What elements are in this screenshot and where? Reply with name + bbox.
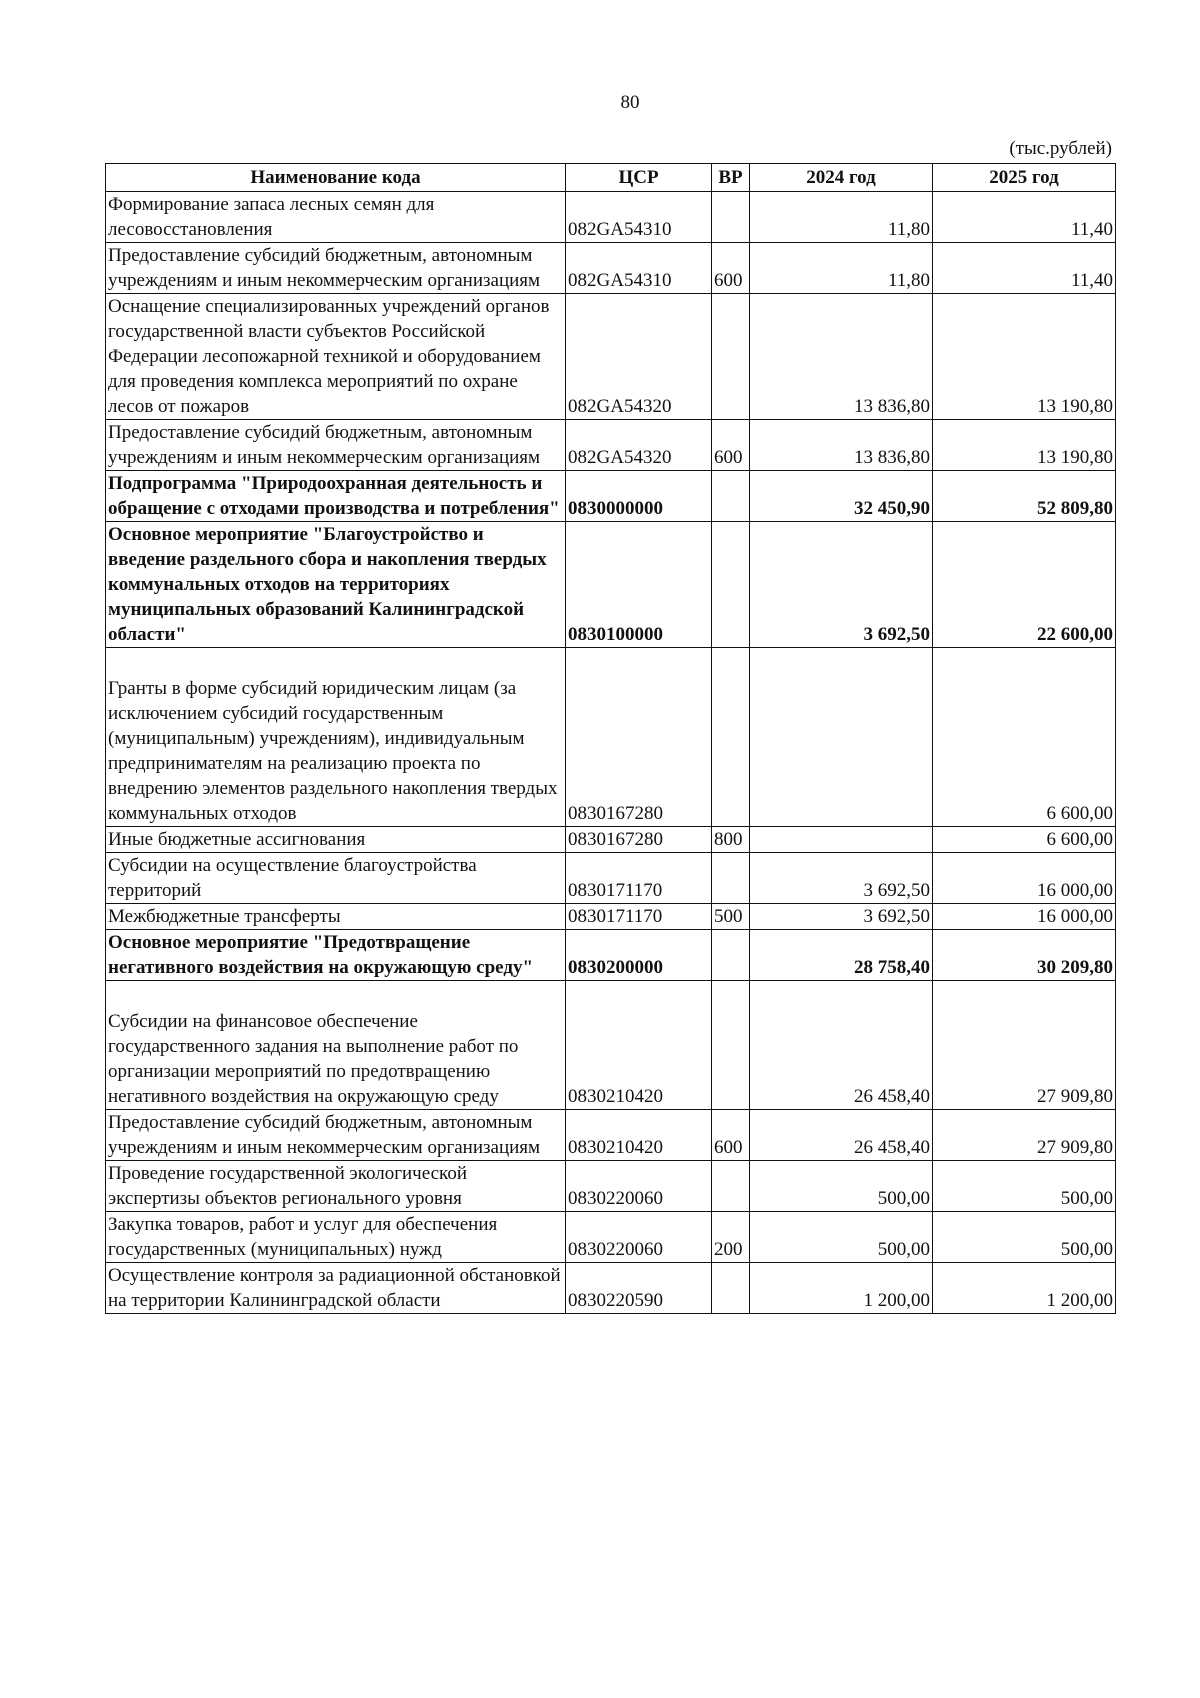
cell-csr: 0830171170: [566, 904, 712, 930]
cell-2024: 28 758,40: [750, 930, 933, 981]
cell-2024: 13 836,80: [750, 294, 933, 420]
cell-name: Иные бюджетные ассигнования: [106, 827, 566, 853]
cell-vr: [712, 981, 750, 1110]
table-row: [106, 522, 1116, 648]
cell-vr: [712, 930, 750, 981]
cell-2024: 1 200,00: [750, 1263, 933, 1314]
header-vr: ВР: [712, 164, 750, 192]
cell-name: Основное мероприятие "Благоустройство и введение раздельного сбора и накопления твердых коммунальных отходов на территориях муниципальных образований Калининградской области": [106, 522, 566, 648]
page-number: 80: [620, 92, 640, 113]
cell-2025: 27 909,80: [933, 981, 1116, 1110]
header-2024: 2024 год: [750, 164, 933, 192]
table-row: [106, 648, 1116, 827]
cell-2025: 16 000,00: [933, 904, 1116, 930]
cell-name: Гранты в форме субсидий юридическим лицам (за исключением субсидий государственным (муниципальным) учреждениям), индивидуальным предпринимателям на реализацию проекта по внедрению элементов раздельного накопления твердых коммунальных отходов: [106, 648, 566, 827]
table-row: [106, 1212, 1116, 1263]
cell-2024: 11,80: [750, 243, 933, 294]
header-csr: ЦСР: [566, 164, 712, 192]
cell-2025: 27 909,80: [933, 1110, 1116, 1161]
table-row: [106, 1161, 1116, 1212]
cell-name: Формирование запаса лесных семян для лесовосстановления: [106, 192, 566, 243]
cell-csr: 0830210420: [566, 1110, 712, 1161]
cell-2025: 30 209,80: [933, 930, 1116, 981]
cell-csr: 0830210420: [566, 981, 712, 1110]
cell-vr: [712, 648, 750, 827]
cell-2025: 500,00: [933, 1212, 1116, 1263]
cell-csr: 0830171170: [566, 853, 712, 904]
cell-name: Предоставление субсидий бюджетным, автономным учреждениям и иным некоммерческим организациям: [106, 243, 566, 294]
cell-2025: 500,00: [933, 1161, 1116, 1212]
cell-vr: 600: [712, 243, 750, 294]
cell-name: Закупка товаров, работ и услуг для обеспечения государственных (муниципальных) нужд: [106, 1212, 566, 1263]
cell-2025: 11,40: [933, 192, 1116, 243]
cell-csr: 082GA54320: [566, 420, 712, 471]
cell-vr: [712, 294, 750, 420]
budget-table: [105, 163, 1116, 1314]
cell-2024: 500,00: [750, 1161, 933, 1212]
table-row: [106, 1110, 1116, 1161]
table-row: [106, 1263, 1116, 1314]
cell-name: Предоставление субсидий бюджетным, автономным учреждениям и иным некоммерческим организациям: [106, 1110, 566, 1161]
table-header-row: [106, 164, 1116, 192]
cell-vr: 600: [712, 420, 750, 471]
cell-name: Оснащение специализированных учреждений органов государственной власти субъектов Российской Федерации лесопожарной техникой и оборудованием для проведения комплекса мероприятий по охране лесов от пожаров: [106, 294, 566, 420]
cell-2025: 13 190,80: [933, 294, 1116, 420]
cell-2024: [750, 827, 933, 853]
cell-vr: [712, 1263, 750, 1314]
table-row: [106, 243, 1116, 294]
table-row: [106, 471, 1116, 522]
units-label: (тыс.рублей): [1009, 138, 1112, 159]
table-row: [106, 420, 1116, 471]
cell-2025: 16 000,00: [933, 853, 1116, 904]
cell-name: Проведение государственной экологической экспертизы объектов регионального уровня: [106, 1161, 566, 1212]
cell-csr: 0830220060: [566, 1212, 712, 1263]
cell-2025: 11,40: [933, 243, 1116, 294]
cell-csr: 082GA54310: [566, 243, 712, 294]
cell-2024: 11,80: [750, 192, 933, 243]
cell-csr: 0830200000: [566, 930, 712, 981]
cell-vr: 800: [712, 827, 750, 853]
cell-2025: 6 600,00: [933, 648, 1116, 827]
cell-2025: 1 200,00: [933, 1263, 1116, 1314]
cell-2025: 22 600,00: [933, 522, 1116, 648]
table-row: [106, 294, 1116, 420]
table-row: [106, 930, 1116, 981]
table-row: [106, 827, 1116, 853]
cell-csr: 082GA54310: [566, 192, 712, 243]
cell-name: Предоставление субсидий бюджетным, автономным учреждениям и иным некоммерческим организациям: [106, 420, 566, 471]
cell-name: Межбюджетные трансферты: [106, 904, 566, 930]
cell-vr: [712, 192, 750, 243]
cell-2024: 500,00: [750, 1212, 933, 1263]
cell-2024: 3 692,50: [750, 853, 933, 904]
cell-2024: 32 450,90: [750, 471, 933, 522]
cell-2024: 13 836,80: [750, 420, 933, 471]
cell-2025: 52 809,80: [933, 471, 1116, 522]
table-row: [106, 981, 1116, 1110]
header-name: Наименование кода: [106, 164, 566, 192]
table-row: [106, 853, 1116, 904]
cell-2024: 26 458,40: [750, 1110, 933, 1161]
cell-csr: 0830100000: [566, 522, 712, 648]
cell-name: Осуществление контроля за радиационной обстановкой на территории Калининградской области: [106, 1263, 566, 1314]
cell-csr: 0830167280: [566, 648, 712, 827]
header-2025: 2025 год: [933, 164, 1116, 192]
cell-2025: 6 600,00: [933, 827, 1116, 853]
cell-name: Субсидии на финансовое обеспечение государственного задания на выполнение работ по организации мероприятий по предотвращению негативного воздействия на окружающую среду: [106, 981, 566, 1110]
cell-csr: 0830220060: [566, 1161, 712, 1212]
table-body: [106, 192, 1116, 1314]
cell-vr: [712, 1161, 750, 1212]
cell-2024: 26 458,40: [750, 981, 933, 1110]
cell-vr: [712, 471, 750, 522]
cell-csr: 0830000000: [566, 471, 712, 522]
cell-vr: 500: [712, 904, 750, 930]
cell-name: Основное мероприятие "Предотвращение негативного воздействия на окружающую среду": [106, 930, 566, 981]
cell-csr: 082GA54320: [566, 294, 712, 420]
table-row: [106, 192, 1116, 243]
cell-vr: [712, 853, 750, 904]
cell-name: Подпрограмма "Природоохранная деятельность и обращение с отходами производства и потребления": [106, 471, 566, 522]
cell-2024: 3 692,50: [750, 904, 933, 930]
cell-csr: 0830220590: [566, 1263, 712, 1314]
cell-vr: [712, 522, 750, 648]
cell-2025: 13 190,80: [933, 420, 1116, 471]
cell-2024: 3 692,50: [750, 522, 933, 648]
cell-2024: [750, 648, 933, 827]
cell-vr: 600: [712, 1110, 750, 1161]
table-row: [106, 904, 1116, 930]
cell-name: Субсидии на осуществление благоустройства территорий: [106, 853, 566, 904]
cell-csr: 0830167280: [566, 827, 712, 853]
cell-vr: 200: [712, 1212, 750, 1263]
